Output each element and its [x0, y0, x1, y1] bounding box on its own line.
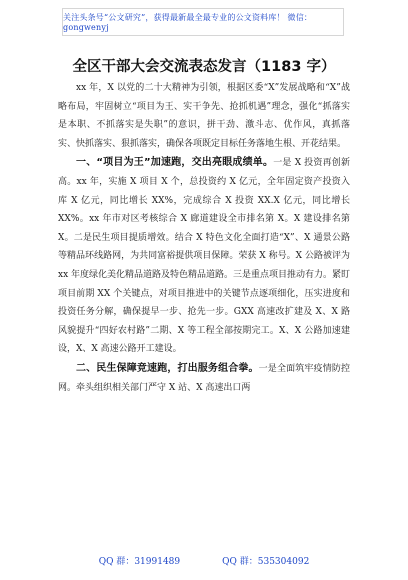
footer-qq-group-1: QQ 群：31991489: [98, 557, 181, 567]
paragraph-project: [58, 154, 350, 359]
section-heading-livelihood: 二、民生保障竞速跑，打出服务组合拳。: [76, 362, 259, 374]
promo-banner: [62, 8, 344, 36]
paragraph-livelihood: [58, 360, 350, 397]
section-heading-project: 一、“项目为王”加速跑，交出亮眼成绩单。: [76, 157, 274, 169]
footer-qq-group-2: QQ 群：535304092: [222, 557, 310, 567]
paragraph-project-body: 一是 X 投资再创新高。xx 年，实施 X 项目 X 个，总投资约 X 亿元，全年固定资产投资入库 X 亿元，同比增长 XX%，完成综合 X 投资 XX.X 亿元，同比增长 XX%。xx 年市对区考核综合 X 廊道建设全市排名第 X。X 建设排名第 X。二是民生项目提质增效。结合 X 特色文化全面打造“X”、X 通景公路等精品环线路网，为共同富裕提供项目保障。荣获 X 称号。X 公路被评为 xx 年度绿化美化精品道路及特色精品道路。三是重点项目推动有力。紧盯项目前期 XX 个关键点，对项目推进中的关键节点逐项细化，压实进度和投资任务分解，确保提早一步、抢先一步。GXX 高速改扩建及 X、X 路风貌提升“四好农村路”二期、X 等工程全部按期完工。X、X 公路加速建设，X、X 高速公路开工建设。: [58, 158, 351, 355]
document-body: [58, 79, 350, 397]
paragraph-intro: xx 年，X 以党的二十大精神为引领，根据区委“X”发展战略和“X”战略布局，牢固树立“项目为王、实干争先、抢抓机遇”理念，强化“抓落实是本职、不抓落实是失职”的意识，拼干劲、激斗志、优作风，真抓落实、快抓落实、狠抓落实，确保各项既定目标任务落地生根、开花结果。: [58, 83, 350, 149]
paragraph-livelihood-body: 一是全面筑牢疫情防控网。牵头组织相关部门严守 X 站、X 高速出口两: [58, 363, 350, 393]
page-footer: [0, 554, 408, 567]
promo-banner-text: 关注头条号“公文研究”，获得最新最全最专业的公文资料库！ 微信：gongwenyj: [63, 13, 313, 32]
document-title: 全区干部大会交流表态发言（1183 字）: [72, 59, 336, 75]
